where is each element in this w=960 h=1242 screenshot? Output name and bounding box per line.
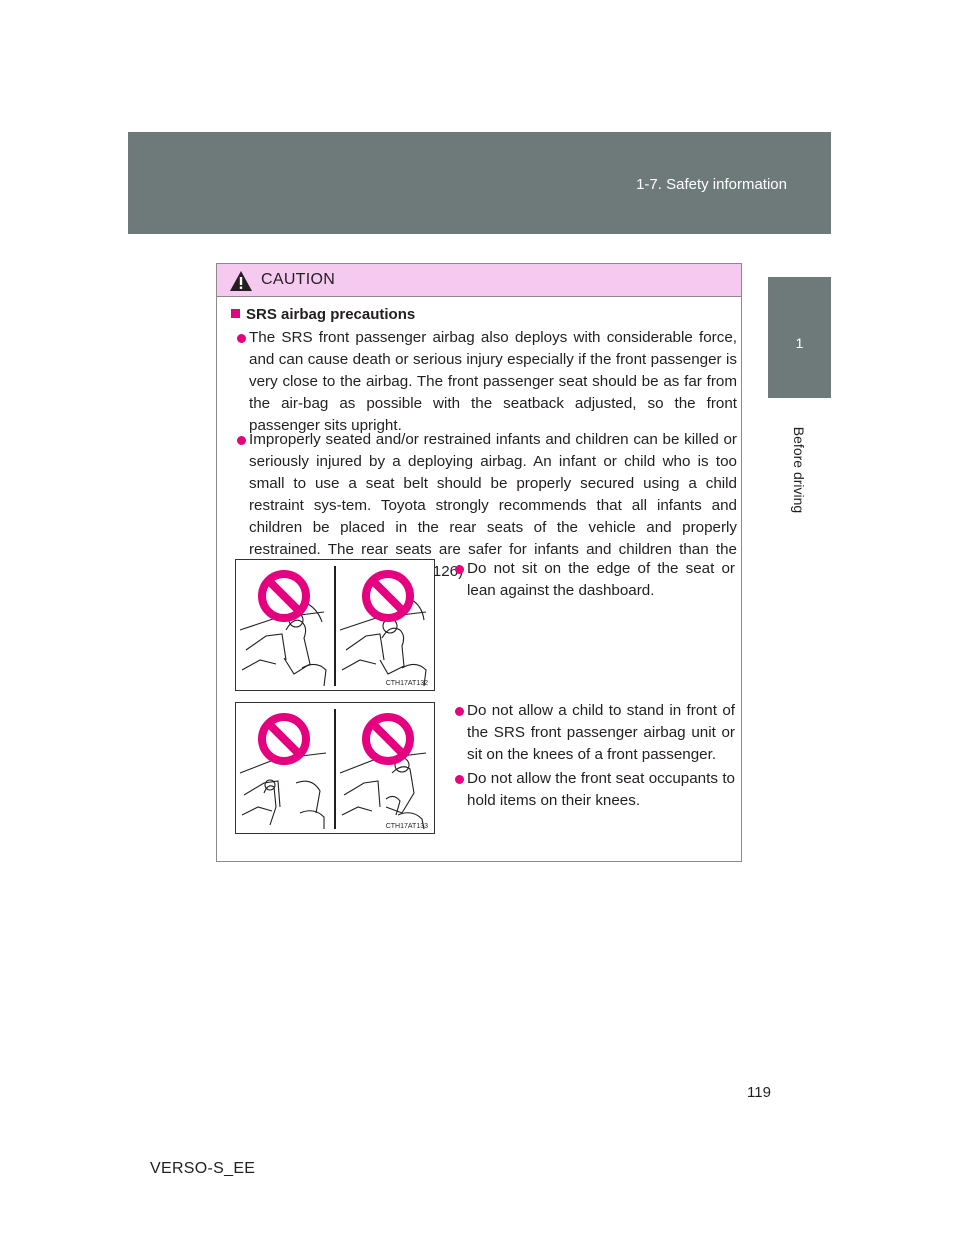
figure-note <box>467 768 735 812</box>
paragraph-text: Improperly seated and/or restrained infants and children can be killed or seriously injured by a deploying airbag. An infant or child who is too small to use a seat belt should be properly secured using a child restraint sys-tem. Toyota strongly recommends that all infants and children be placed in the rear seats of the vehicle and properly restrained. The rear seats are safer for infants and children than the 126) <box>249 431 737 580</box>
bullet-icon <box>455 775 464 784</box>
illustration-drawing <box>236 703 435 834</box>
bullet-icon <box>237 334 246 343</box>
warning-triangle-icon <box>229 270 253 292</box>
chapter-label: Before driving <box>791 426 807 514</box>
header-band <box>128 132 831 234</box>
section-heading <box>231 306 415 323</box>
chapter-tab <box>768 277 831 398</box>
bullet-icon <box>455 565 464 574</box>
figure-note-text: Do not sit on the edge of the seat or lean against the dashboard. <box>467 560 735 599</box>
section-heading-text: SRS airbag precautions <box>246 306 416 323</box>
bullet-icon <box>455 707 464 716</box>
page-number: 119 <box>747 1084 771 1101</box>
footer-model-code: VERSO-S_EE <box>150 1160 256 1177</box>
square-bullet-icon <box>231 309 240 318</box>
chapter-number: 1 <box>795 335 804 351</box>
figure-note-text: Do not allow a child to stand in front of the SRS front passenger airbag unit or sit on the knees of a front passenger. <box>467 702 735 763</box>
prohibition-icon <box>366 717 410 761</box>
illustration-improper-seating <box>235 559 435 691</box>
caution-header <box>217 264 741 297</box>
figure-note-text: Do not allow the front seat occupants to hold items on their knees. <box>467 770 735 809</box>
bullet-icon <box>237 436 246 445</box>
figure-note <box>467 700 735 766</box>
prohibition-icon <box>366 574 410 618</box>
illustration-drawing <box>236 560 435 691</box>
figure-note <box>467 558 735 602</box>
prohibition-icon <box>262 717 306 761</box>
section-title: 1-7. Safety information <box>636 176 787 193</box>
caution-box <box>216 263 742 862</box>
figure-code: CTH17AT133 <box>385 823 428 830</box>
caution-title: CAUTION <box>261 271 336 288</box>
paragraph <box>249 327 737 437</box>
illustration-child-airbag <box>235 702 435 834</box>
paragraph-text: The SRS front passenger airbag also deploys with considerable force, and can cause death or serious injury especially if the front passenger is very close to the airbag. The front passenger seat should be as far from the air-bag as possible with the seatback adjusted, so the front passenger sits upright. <box>249 329 737 434</box>
prohibition-icon <box>262 574 306 618</box>
figure-code: CTH17AT132 <box>385 680 428 687</box>
